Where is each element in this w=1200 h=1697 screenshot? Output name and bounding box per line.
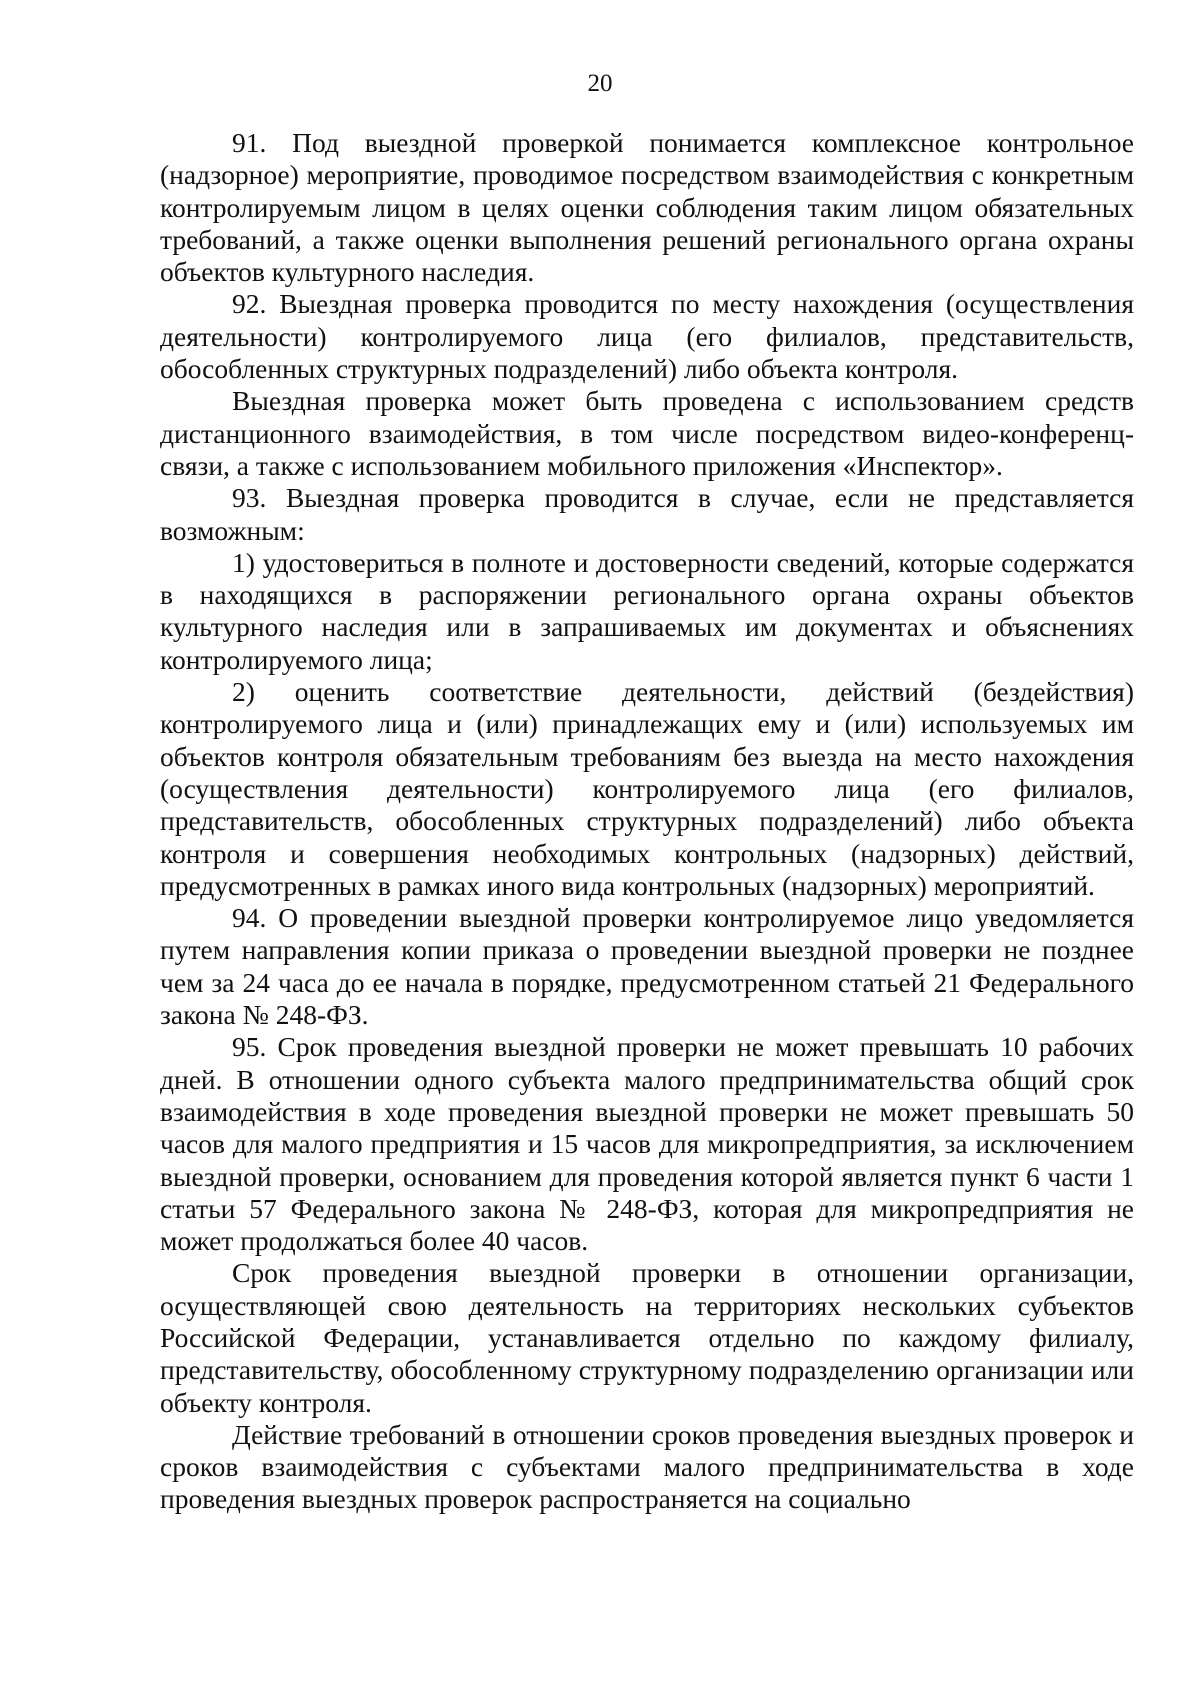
- paragraph-93: 93. Выездная проверка проводится в случае, если не представляется возможным:: [160, 482, 1134, 546]
- paragraph-95-organizations: Срок проведения выездной проверки в отношении организации, осуществляющей свою деятельность на территориях нескольких субъектов Российской Федерации, устанавливается отдельно по каждому филиалу, представительству, обособленному структурному подразделению организации или объекту контроля.: [160, 1257, 1134, 1418]
- paragraph-93-item-1: 1) удостовериться в полноте и достоверности сведений, которые содержатся в находящихся в распоряжении регионального органа охраны объектов культурного наследия или в запрашиваемых им документах и объяснениях контролируемого лица;: [160, 546, 1134, 675]
- paragraph-94: 94. О проведении выездной проверки контролируемое лицо уведомляется путем направления копии приказа о проведении выездной проверки не позднее чем за 24 часа до ее начала в порядке, предусмотренном статьей 21 Федерального закона № 248-ФЗ.: [160, 902, 1134, 1031]
- page-number: 20: [587, 70, 613, 97]
- paragraph-95: 95. Срок проведения выездной проверки не может превышать 10 рабочих дней. В отношении одного субъекта малого предпринимательства общий срок взаимодействия в ходе проведения выездной проверки не может превышать 50 часов для малого предприятия и 15 часов для микропредприятия, за исключением выездной проверки, основанием для проведения которой является пункт 6 части 1 статьи 57 Федерального закона № 248-ФЗ, которая для микропредприятия не может продолжаться более 40 часов.: [160, 1031, 1134, 1257]
- paragraph-92-remote: Выездная проверка может быть проведена с использованием средств дистанционного взаимодействия, в том числе посредством видео-конференц-связи, а также с использованием мобильного приложения «Инспектор».: [160, 385, 1134, 481]
- paragraph-91: 91. Под выездной проверкой понимается комплексное контрольное (надзорное) мероприятие, проводимое посредством взаимодействия с конкретным контролируемым лицом в целях оценки соблюдения таким лицом обязательных требований, а также оценки выполнения решений регионального органа охраны объектов культурного наследия.: [160, 127, 1134, 288]
- document-body: [160, 127, 1134, 1516]
- paragraph-95-requirements: Действие требований в отношении сроков проведения выездных проверок и сроков взаимодействия с субъектами малого предпринимательства в ходе проведения выездных проверок распространяется на социально: [160, 1418, 1134, 1515]
- paragraph-92: 92. Выездная проверка проводится по месту нахождения (осуществления деятельности) контролируемого лица (его филиалов, представительств, обособленных структурных подразделений) либо объекта контроля.: [160, 288, 1134, 385]
- paragraph-93-item-2: 2) оценить соответствие деятельности, действий (бездействия) контролируемого лица и (или) принадлежащих ему и (или) используемых им объектов контроля обязательным требованиям без выезда на место нахождения (осуществления деятельности) контролируемого лица (его филиалов, представительств, обособленных структурных подразделений) либо объекта контроля и совершения необходимых контрольных (надзорных) действий, предусмотренных в рамках иного вида контрольных (надзорных) мероприятий.: [160, 676, 1134, 901]
